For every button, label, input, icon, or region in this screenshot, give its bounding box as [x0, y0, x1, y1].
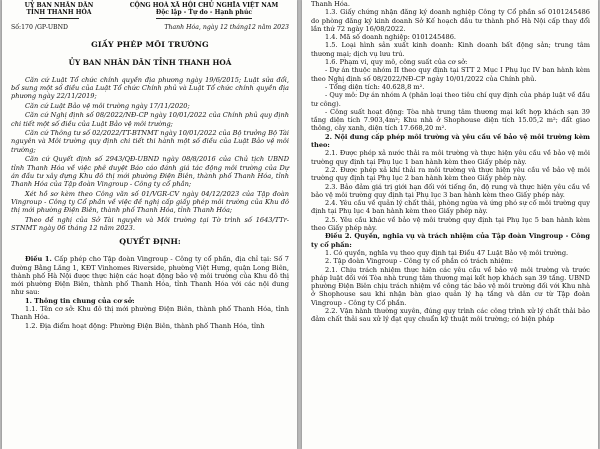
- item-1-6-c: - Quy mô: Dự án nhóm A (phân loại theo tiêu chí quy định của pháp luật về đầu tư công).: [311, 91, 590, 108]
- issuer-line-2: TỈNH THANH HÓA: [26, 9, 92, 17]
- article-2-item-1: 1. Có quyền, nghĩa vụ theo quy định tại Điều 47 Luật Bảo vệ môi trường.: [325, 248, 569, 257]
- item-1-6-a: - Dự án thuộc nhóm II theo quy định tại STT 2 Mục I Phụ lục IV ban hành kèm theo Nghị định số 08/2022/NĐ-CP ngày 10/01/2022 của Chính phủ.: [311, 66, 590, 83]
- legal-basis-item: Căn cứ Luật Tổ chức chính quyền địa phương ngày 19/6/2015; Luật sửa đổi, bổ sung một số điều của Luật Tổ chức Chính phủ và Luật Tổ chức chính quyền địa phương ngày 22/11/2019;: [11, 75, 289, 101]
- section-1-heading: 1. Thông tin chung của cơ sở:: [25, 296, 135, 305]
- motto-underline: [156, 18, 252, 19]
- legal-basis-item: Căn cứ Quyết định số 2943/QĐ-UBND ngày 08/8/2016 của Chủ tịch UBND tỉnh Thanh Hóa về việc phê duyệt Báo cáo đánh giá tác động môi trường của Dự án đầu tư xây dựng Khu đô thị mới phường Điện Biên, thành phố Thanh Hóa, tỉnh Thanh Hóa của Tập đoàn Vingroup - Công ty cổ phần;: [11, 155, 289, 189]
- legal-basis-item: Căn cứ Nghị định số 08/2022/NĐ-CP ngày 10/01/2022 của Chính phủ quy định chi tiết một số điều của Luật Bảo vệ môi trường;: [11, 111, 289, 128]
- item-1-6-d: - Công suất hoạt động: Tòa nhà trung tâm thương mại kết hợp khách sạn 39 tầng diện tích 7.903,4m²; Khu nhà ở Shophouse diện tích 15.05,2 m²; đất giao thông, cây xanh, diện tích 17.668,20 m².: [311, 107, 590, 133]
- legal-basis-item: Xét hồ sơ kèm theo Công văn số 01/VGR-CV ngày 04/12/2023 của Tập đoàn Vingroup - Công ty Cổ phần về việc đề nghị cấp giấy phép môi trường của Khu đô thị mới phường Điện Biên, thành phố Thanh Hóa, tỉnh Thanh Hóa;: [11, 189, 289, 215]
- continuation-text: [311, 0, 590, 324]
- document-header: [11, 2, 289, 19]
- legal-basis-item: Theo đề nghị của Sở Tài nguyên và Môi trường tại Tờ trình số 1643/TTr-STNMT ngày 06 tháng 12 năm 2023.: [11, 215, 289, 232]
- item-2-1: 2.1. Được phép xả nước thải ra môi trường và thực hiện yêu cầu về bảo vệ môi trường quy định tại Phụ lục 1 ban hành kèm theo Giấy phép này.: [311, 149, 590, 166]
- item-1-1: 1.1. Tên cơ sở: Khu đô thị mới phường Điện Biên, thành phố Thanh Hóa, tỉnh Thanh Hóa.: [11, 305, 289, 322]
- document-page-right: [302, 0, 598, 449]
- article-1: [11, 255, 289, 330]
- item-1-3: 1.3. Giấy chứng nhận đăng ký doanh nghiệp Công ty Cổ phần số 0101245486 do phòng đăng ký kinh doanh Sở Kế hoạch đầu tư thành phố Hà Nội cấp thay đổi lần thứ 72 ngày 16/08/2022.: [311, 8, 590, 33]
- national-motto: Độc lập - Tự do - Hạnh phúc: [155, 9, 253, 17]
- issuer-block: [11, 2, 107, 19]
- article-2-heading: Điều 2. Quyền, nghĩa vụ và trách nhiệm của Tập đoàn Vingroup - Công ty cổ phần:: [311, 232, 590, 249]
- article-2-item-2: 2. Tập đoàn Vingroup - Công ty cổ phần có trách nhiệm:: [325, 257, 513, 266]
- item-2-5: 2.5. Yêu cầu khác về bảo vệ môi trường quy định tại Phụ lục 5 ban hành kèm theo Giấy phép này.: [311, 215, 590, 233]
- decision-heading: QUYẾT ĐỊNH:: [119, 237, 181, 247]
- article-1-lead: Điều 1.: [25, 255, 52, 264]
- article-1-text: Cấp phép cho Tập đoàn Vingroup - Công ty cổ phần, địa chỉ tại: Số 7 đường Bằng Lăng 1, KĐT Vinhomes Riverside, phường Việt Hưng, quận Long Biên, thành phố Hà Nội được thực hiện các hoạt động bảo vệ môi trường của Khu đô thị mới phường Điện Biên, thành phố Thanh Hóa, tỉnh Thanh Hóa với các nội dung như sau:: [11, 255, 289, 297]
- legal-basis-section: [11, 76, 289, 232]
- legal-basis-item: Căn cứ Thông tư số 02/2022/TT-BTNMT ngày 10/01/2022 của Bộ trưởng Bộ Tài nguyên và Môi trường quy định chi tiết thi hành một số điều của Luật Bảo vệ môi trường;: [11, 129, 289, 154]
- legal-basis-item: Căn cứ Luật Bảo vệ môi trường ngày 17/11/2020;: [25, 101, 190, 110]
- item-1-2: 1.2. Địa điểm hoạt động: Phường Điện Biên, thành phố Thanh Hóa, tỉnh: [25, 321, 265, 330]
- document-meta: [11, 24, 289, 31]
- issuing-authority: ỦY BAN NHÂN DÂN TỈNH THANH HOÁ: [68, 57, 232, 67]
- item-2-3: 2.3. Bảo đảm giá trị giới hạn đối với tiếng ồn, độ rung và thực hiện yêu cầu về bảo vệ môi trường quy định tại Phụ lục 3 ban hành kèm theo Giấy phép này.: [311, 182, 590, 199]
- article-1-paragraph: [11, 255, 289, 296]
- national-motto-block: [119, 2, 289, 19]
- document-number: Số:170 /GP-UBND: [11, 23, 68, 31]
- document-date: Thanh Hóa, ngày 12 tháng12 năm 2023: [164, 23, 289, 31]
- article-2-item-2-1: 2.1. Chịu trách nhiệm thực hiện các yêu cầu về bảo vệ môi trường và trước pháp luật đối với Tòa nhà trung tâm thương mại kết hợp khách sạn 39 tầng. UBND phường Điện Biên chịu trách nhiệm về công tác bảo vệ môi trường đối với Khu nhà ở Shophouse sau khi nhận bàn giao quản lý hạ tầng và dân cư từ Tập đoàn Vingroup - Công ty Cổ phần.: [311, 265, 590, 307]
- issuer-line-1: UỶ BAN NHÂN DÂN: [24, 2, 94, 9]
- issuer-underline: [39, 18, 79, 19]
- item-1-6-b: - Tổng diện tích: 40.628,8 m².: [325, 82, 425, 91]
- document-page-left: [2, 0, 297, 449]
- national-name: CỘNG HOÀ XÃ HỘI CHỦ NGHĨA VIỆT NAM: [129, 2, 279, 9]
- item-1-5: 1.5. Loại hình sản xuất kinh doanh: Kinh doanh bất động sản; trung tâm thương mại; dịch vụ lưu trú.: [311, 41, 590, 58]
- item-1-4: 1.4. Mã số doanh nghiệp: 0101245486.: [325, 33, 456, 42]
- item-1-6: 1.6. Phạm vi, quy mô, công suất của cơ sở:: [325, 58, 468, 67]
- article-2-item-2-2: 2.2. Vận hành thường xuyên, đúng quy trình các công trình xử lý chất thải bảo đảm chất thải sau xử lý đạt quy chuẩn kỹ thuật môi trường; có biện pháp: [311, 306, 590, 324]
- section-2-heading: 2. Nội dung cấp phép môi trường và yêu cầu về bảo vệ môi trường kèm theo:: [311, 132, 590, 150]
- document-title: GIẤY PHÉP MÔI TRƯỜNG: [91, 39, 209, 49]
- item-2-4: 2.4. Yêu cầu về quản lý chất thải, phòng ngừa và ứng phó sự cố môi trường quy định tại Phụ lục 4 ban hành kèm theo Giấy phép này.: [311, 199, 590, 216]
- item-2-2: 2.2. Được phép xả khí thải ra môi trường và thực hiện yêu cầu về bảo vệ môi trường quy định tại Phụ lục 2 ban hành kèm theo Giấy phép này.: [311, 165, 590, 183]
- carry-over-line: Thanh Hóa.: [311, 0, 350, 8]
